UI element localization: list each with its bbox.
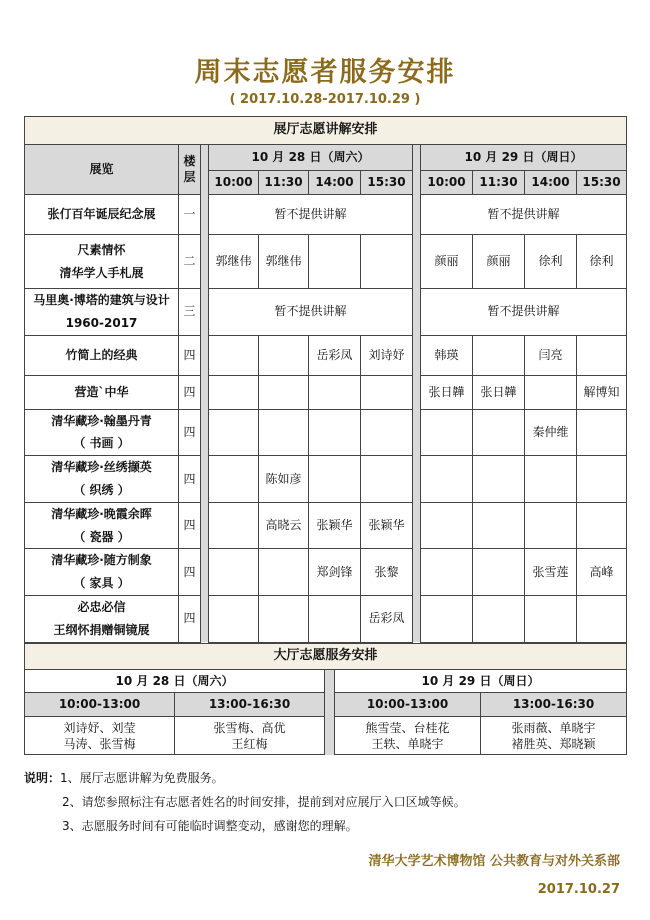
volunteer-cell [473, 595, 525, 642]
time-header: 10:00 [209, 171, 259, 195]
exhibition-name: 马里奥·博塔的建筑与设计 1960-2017 [25, 289, 179, 336]
column-gap [201, 375, 209, 409]
volunteer-cell [259, 375, 309, 409]
volunteer-cell [473, 456, 525, 503]
column-gap [413, 456, 421, 503]
floor-cell: 四 [179, 335, 201, 375]
volunteer-cell [309, 456, 361, 503]
column-gap [413, 145, 421, 195]
column-gap [325, 669, 335, 755]
volunteer-cell [577, 335, 627, 375]
column-gap [201, 335, 209, 375]
volunteer-cell: 徐利 [577, 235, 627, 289]
column-gap [413, 409, 421, 456]
volunteer-cell [525, 502, 577, 549]
floor-cell: 三 [179, 289, 201, 336]
schedule-row [25, 409, 627, 456]
exhibition-name: 竹简上的经典 [25, 335, 179, 375]
lobby-slot-header: 10:00-13:00 [335, 693, 481, 717]
exhibition-name: 张仃百年诞辰纪念展 [25, 195, 179, 235]
schedule-row [25, 335, 627, 375]
lobby-slot-header: 10:00-13:00 [25, 693, 175, 717]
floor-cell: 四 [179, 456, 201, 503]
volunteer-cell [421, 409, 473, 456]
notes [24, 766, 466, 838]
volunteer-cell [577, 595, 627, 642]
volunteer-cell [421, 502, 473, 549]
column-gap [413, 595, 421, 642]
column-gap [201, 456, 209, 503]
volunteer-cell [209, 375, 259, 409]
exhibition-schedule-table [24, 116, 627, 643]
volunteer-cell: 秦仲维 [525, 409, 577, 456]
exhibition-section-heading: 展厅志愿讲解安排 [25, 117, 627, 145]
exhibition-name: 清华藏珍·随方制象 （ 家具 ） [25, 549, 179, 596]
column-gap [201, 289, 209, 336]
volunteer-cell [209, 549, 259, 596]
floor-cell: 四 [179, 549, 201, 596]
col-floor-label: 楼 层 [183, 153, 196, 184]
no-service-cell: 暂不提供讲解 [421, 195, 627, 235]
volunteer-cell [209, 335, 259, 375]
volunteer-cell [259, 595, 309, 642]
floor-cell: 四 [179, 595, 201, 642]
lobby-day2-header: 10 月 29 日（周日） [335, 669, 627, 693]
time-header: 15:30 [577, 171, 627, 195]
exhibition-name: 营造`中华 [25, 375, 179, 409]
floor-cell: 一 [179, 195, 201, 235]
volunteer-cell [259, 549, 309, 596]
column-gap [201, 235, 209, 289]
volunteer-cell [361, 456, 413, 503]
column-gap [201, 145, 209, 195]
schedule-row [25, 375, 627, 409]
lobby-day1-header: 10 月 28 日（周六） [25, 669, 325, 693]
volunteer-cell [209, 409, 259, 456]
volunteer-cell: 郭继伟 [259, 235, 309, 289]
column-gap [413, 549, 421, 596]
volunteer-cell [473, 549, 525, 596]
column-gap [201, 502, 209, 549]
schedule-row [25, 195, 627, 235]
column-gap [201, 595, 209, 642]
column-gap [413, 195, 421, 235]
volunteer-cell [209, 502, 259, 549]
volunteer-cell: 高晓云 [259, 502, 309, 549]
schedule-row [25, 235, 627, 289]
column-gap [201, 195, 209, 235]
schedule-row [25, 549, 627, 596]
volunteer-cell [309, 595, 361, 642]
volunteer-cell: 郑剑锋 [309, 549, 361, 596]
lobby-volunteers: 熊雪莹、台桂花 王轶、单晓宇 [335, 717, 481, 755]
volunteer-cell: 张雪莲 [525, 549, 577, 596]
column-gap [413, 289, 421, 336]
column-gap [413, 235, 421, 289]
volunteer-cell [361, 375, 413, 409]
page-title: 周末志愿者服务安排 [194, 57, 456, 88]
floor-cell: 四 [179, 502, 201, 549]
col-exhibition-header: 展览 [25, 145, 179, 195]
volunteer-cell [259, 335, 309, 375]
exhibition-name: 清华藏珍·晚霞余晖 （ 瓷器 ） [25, 502, 179, 549]
footer-org: 清华大学艺术博物馆 公共教育与对外关系部 [368, 854, 620, 869]
volunteer-cell [421, 456, 473, 503]
exhibition-name: 尺素情怀 清华学人手札展 [25, 235, 179, 289]
lobby-slot-header: 13:00-16:30 [481, 693, 627, 717]
volunteer-cell: 陈如彦 [259, 456, 309, 503]
time-header: 15:30 [361, 171, 413, 195]
no-service-cell: 暂不提供讲解 [209, 195, 413, 235]
volunteer-cell: 岳彩凤 [361, 595, 413, 642]
volunteer-cell: 张日韡 [473, 375, 525, 409]
volunteer-cell: 刘诗妤 [361, 335, 413, 375]
volunteer-cell [525, 375, 577, 409]
time-header: 14:00 [309, 171, 361, 195]
volunteer-cell [309, 375, 361, 409]
lobby-volunteers: 张雨薇、单晓宇 褚胜英、郑晓颖 [481, 717, 627, 755]
volunteer-cell [421, 549, 473, 596]
volunteer-cell: 韩瑛 [421, 335, 473, 375]
exhibition-name: 必忠必信 王纲怀捐赠铜镜展 [25, 595, 179, 642]
floor-cell: 二 [179, 235, 201, 289]
volunteer-cell: 颜丽 [473, 235, 525, 289]
column-gap [201, 549, 209, 596]
volunteer-cell: 张颖华 [309, 502, 361, 549]
note-item: 2、请您参照标注有志愿者姓名的时间安排，提前到对应展厅入口区域等候。 [62, 795, 466, 809]
col-floor-header [179, 145, 201, 195]
volunteer-cell: 解博知 [577, 375, 627, 409]
volunteer-cell [525, 456, 577, 503]
schedule-row [25, 502, 627, 549]
time-header: 10:00 [421, 171, 473, 195]
lobby-section-heading: 大厅志愿服务安排 [25, 644, 627, 670]
volunteer-cell [473, 335, 525, 375]
volunteer-cell: 张颖华 [361, 502, 413, 549]
volunteer-cell: 颜丽 [421, 235, 473, 289]
volunteer-cell [209, 456, 259, 503]
lobby-volunteers: 张雪梅、高优 王红梅 [175, 717, 325, 755]
exhibition-name: 清华藏珍·翰墨丹青 （ 书画 ） [25, 409, 179, 456]
volunteer-cell [259, 409, 309, 456]
note-item: 3、志愿服务时间有可能临时调整变动，感谢您的理解。 [62, 819, 358, 833]
volunteer-cell [473, 502, 525, 549]
day1-header: 10 月 28 日（周六） [209, 145, 413, 171]
volunteer-cell [577, 502, 627, 549]
volunteer-cell: 闫亮 [525, 335, 577, 375]
volunteer-cell [421, 595, 473, 642]
column-gap [413, 502, 421, 549]
volunteer-cell: 张日韡 [421, 375, 473, 409]
volunteer-cell: 岳彩凤 [309, 335, 361, 375]
schedule-row [25, 456, 627, 503]
no-service-cell: 暂不提供讲解 [209, 289, 413, 336]
note-item: 1、展厅志愿讲解为免费服务。 [60, 771, 224, 785]
volunteer-cell [209, 595, 259, 642]
lobby-volunteers: 刘诗妤、刘莹 马涛、张雪梅 [25, 717, 175, 755]
schedule-row [25, 289, 627, 336]
column-gap [201, 409, 209, 456]
volunteer-cell [309, 409, 361, 456]
volunteer-cell: 徐利 [525, 235, 577, 289]
time-header: 11:30 [259, 171, 309, 195]
lobby-slot-header: 13:00-16:30 [175, 693, 325, 717]
floor-cell: 四 [179, 409, 201, 456]
volunteer-cell [361, 235, 413, 289]
volunteer-cell [577, 409, 627, 456]
volunteer-cell [473, 409, 525, 456]
volunteer-cell [577, 456, 627, 503]
date-range: ( 2017.10.28-2017.10.29 ) [229, 92, 421, 107]
exhibition-name: 清华藏珍·丝绣撷英 （ 织绣 ） [25, 456, 179, 503]
volunteer-cell [361, 409, 413, 456]
time-header: 14:00 [525, 171, 577, 195]
volunteer-cell [525, 595, 577, 642]
column-gap [413, 335, 421, 375]
notes-label: 说明： [24, 771, 61, 785]
volunteer-cell: 郭继伟 [209, 235, 259, 289]
volunteer-cell: 张黎 [361, 549, 413, 596]
volunteer-cell: 高峰 [577, 549, 627, 596]
lobby-schedule-table [24, 643, 627, 755]
no-service-cell: 暂不提供讲解 [421, 289, 627, 336]
footer-date: 2017.10.27 [537, 882, 620, 897]
floor-cell: 四 [179, 375, 201, 409]
day2-header: 10 月 29 日（周日） [421, 145, 627, 171]
schedule-row [25, 595, 627, 642]
column-gap [413, 375, 421, 409]
volunteer-cell [309, 235, 361, 289]
time-header: 11:30 [473, 171, 525, 195]
